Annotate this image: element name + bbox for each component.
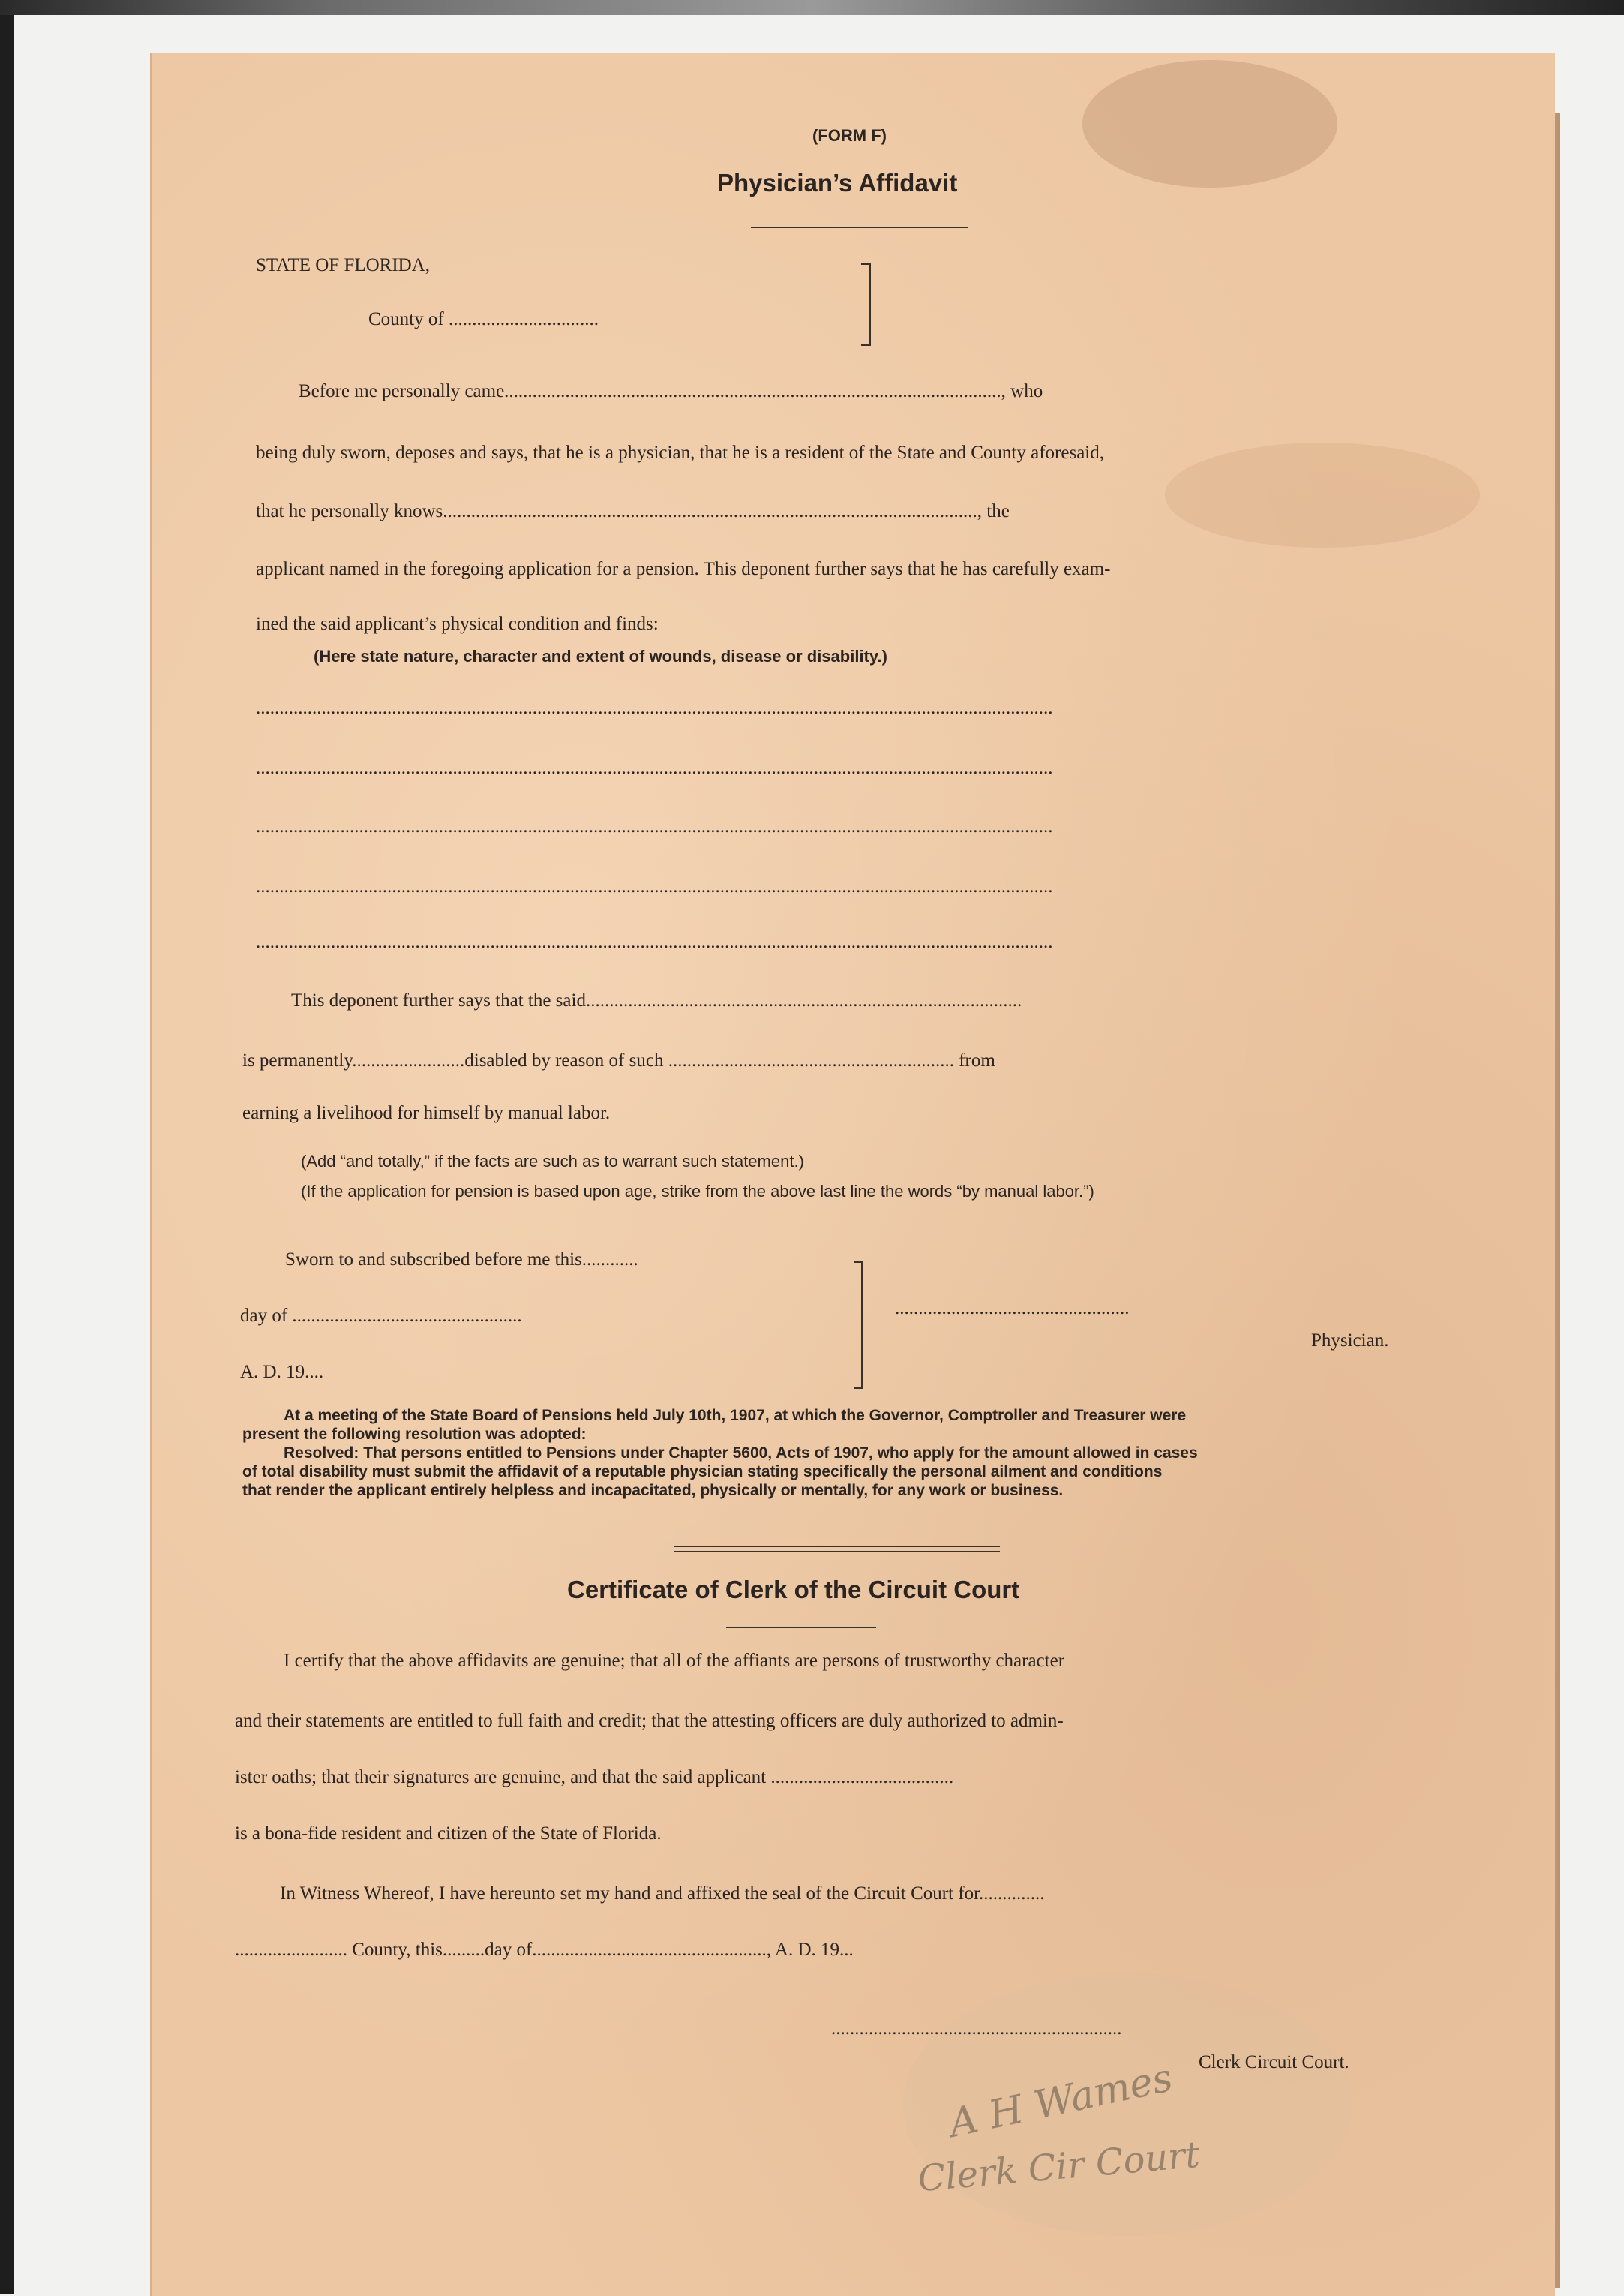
page-title: Physician’s Affidavit (717, 169, 958, 197)
note-line: (If the application for pension is based upon age, strike from the above last line the words “by manual labor.”) (301, 1182, 1094, 1201)
form-label: (FORM F) (812, 126, 887, 145)
clerk-handwritten-name: A H Wames (945, 2055, 1177, 2147)
scanner-left-edge (0, 15, 14, 2294)
resolution-line: Resolved: That persons entitled to Pensions under Chapter 5600, Acts of 1907, who apply for the amount allowed in cases (284, 1444, 1198, 1462)
certificate-underline (726, 1627, 876, 1628)
body-line: being duly sworn, deposes and says, that he is a physician, that he is a resident of the State and County aforesaid, (256, 443, 1104, 463)
finds-note: (Here state nature, character and extent of wounds, disease or disability.) (314, 647, 887, 666)
resolution-line: of total disability must submit the affidavit of a reputable physician stating specifically the personal ailment and conditions (242, 1463, 1163, 1480)
stain-mark (1165, 443, 1480, 548)
certificate-line: and their statements are entitled to full faith and credit; that the attesting officers are duly authorized to admin- (235, 1711, 1064, 1731)
venue-county: County of ................................ (368, 309, 599, 329)
stain-mark (1082, 60, 1337, 188)
resolution-line: At a meeting of the State Board of Pensions held July 10th, 1907, at which the Governor, Comptroller and Treasurer were (284, 1407, 1187, 1424)
scanner-top-edge (0, 0, 1624, 15)
jurat-signature-line: .................................................. (895, 1298, 1130, 1318)
resolution-line: that render the applicant entirely helpless and incapacitated, physically or mentally, for any work or business. (242, 1482, 1064, 1499)
certificate-line: I certify that the above affidavits are genuine; that all of the affiants are persons of trustworthy character (284, 1651, 1065, 1671)
dotted-line: .......................................................................................................................................................................... (256, 758, 1053, 778)
venue-state: STATE OF FLORIDA, (256, 255, 431, 275)
body-line: that he personally knows.................................................................................................................., the (256, 501, 1010, 521)
title-underline (751, 227, 968, 228)
certificate-line: is a bona-fide resident and citizen of the State of Florida. (235, 1823, 662, 1844)
clerk-handwritten-title: Clerk Cir Court (916, 2133, 1202, 2201)
jurat-ad: A. D. 19.... (240, 1362, 324, 1382)
certificate-title: Certificate of Clerk of the Circuit Court (567, 1576, 1020, 1603)
body-line: ined the said applicant’s physical condition and finds: (256, 614, 659, 634)
deponent-line: earning a livelihood for himself by manual labor. (242, 1103, 611, 1123)
body-line: applicant named in the foregoing application for a pension. This deponent further says that he has carefully exam- (256, 559, 1111, 579)
section-divider (674, 1551, 1000, 1552)
jurat-signer: Physician. (1311, 1330, 1389, 1351)
venue-bracket (861, 263, 871, 346)
dotted-line: .......................................................................................................................................................................... (256, 698, 1053, 718)
jurat-bracket (854, 1261, 863, 1389)
resolution-line: present the following resolution was adopted: (242, 1426, 587, 1443)
clerk-signer: Clerk Circuit Court. (1199, 2052, 1349, 2072)
jurat-day: day of ................................................. (240, 1306, 522, 1326)
certificate-line: In Witness Whereof, I have hereunto set my hand and affixed the seal of the Circuit Court for.............. (280, 1883, 1045, 1904)
body-line: Before me personally came.........................................................................................................., who (299, 381, 1043, 401)
certificate-line: ........................ County, this.........day of.................................................., A. D. 19... (235, 1940, 854, 1960)
dotted-line: .......................................................................................................................................................................... (256, 876, 1053, 897)
note-line: (Add “and totally,” if the facts are such as to warrant such statement.) (301, 1152, 804, 1171)
document-page (150, 53, 1555, 2296)
clerk-signature-line: .............................................................. (831, 2018, 1122, 2039)
jurat-sworn: Sworn to and subscribed before me this............ (285, 1249, 638, 1270)
certificate-line: ister oaths; that their signatures are genuine, and that the said applicant ....................................... (235, 1767, 954, 1787)
deponent-line: is permanently........................disabled by reason of such ............................................................. from (242, 1050, 995, 1071)
deponent-line: This deponent further says that the said............................................................................................. (291, 990, 1022, 1011)
section-divider (674, 1546, 1000, 1547)
dotted-line: .......................................................................................................................................................................... (256, 932, 1053, 952)
dotted-line: .......................................................................................................................................................................... (256, 816, 1053, 837)
